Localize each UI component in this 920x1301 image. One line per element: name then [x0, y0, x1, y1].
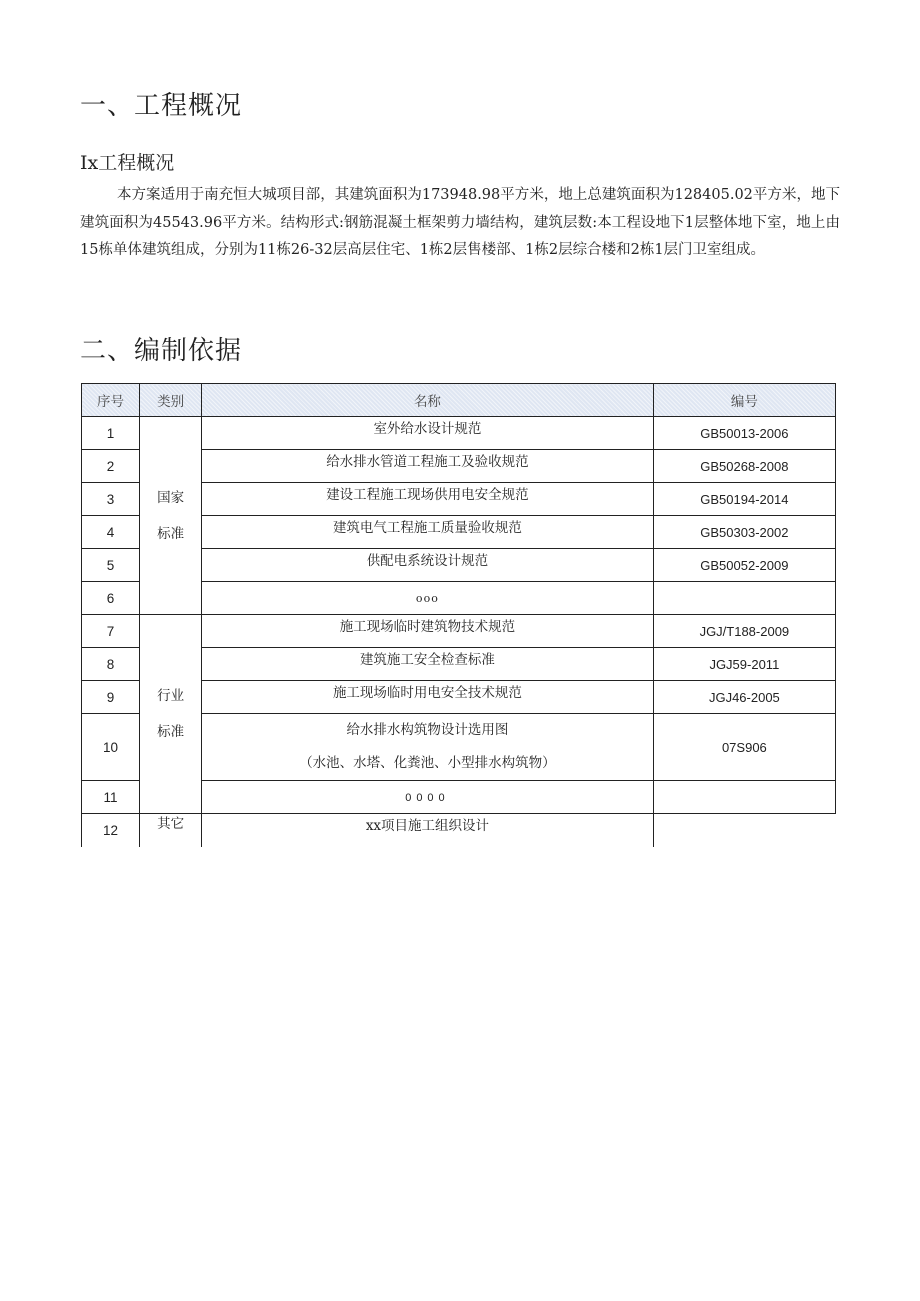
row-code: JGJ/T188-2009: [653, 615, 835, 648]
row-name: 施工现场临时用电安全技术规范: [332, 685, 522, 701]
row-no: 4: [82, 516, 140, 549]
row-no: 10: [82, 714, 140, 781]
table-row: [82, 615, 836, 648]
subsection-heading-overview: Ix工程概况: [80, 152, 175, 174]
row-no: 11: [82, 781, 140, 814]
row-no: 3: [82, 483, 140, 516]
row-name: 施工现场临时建筑物技术规范: [339, 619, 516, 635]
row-no: 8: [82, 648, 140, 681]
row-name: 给水排水管道工程施工及验收规范: [326, 454, 529, 470]
row-name: xx项目施工组织设计: [365, 818, 490, 835]
row-name-note: （水池、水塔、化粪池、小型排水构筑物）: [299, 755, 556, 771]
row-name: 建设工程施工现场供用电安全规范: [326, 487, 529, 503]
row-code: 07S906: [653, 714, 835, 781]
header-code: 编号: [653, 384, 835, 417]
row-name: 供配电系统设计规范: [366, 553, 489, 569]
standards-table: [81, 383, 836, 847]
row-code: [653, 814, 835, 847]
row-name: 室外给水设计规范: [373, 421, 482, 437]
row-code: JGJ59-2011: [653, 648, 835, 681]
row-code: GB50303-2002: [653, 516, 835, 549]
row-name: 建筑施工安全检查标准: [359, 652, 495, 668]
category-national: [140, 417, 202, 615]
row-code: GB50268-2008: [653, 450, 835, 483]
row-code: JGJ46-2005: [653, 681, 835, 714]
header-name: 名称: [202, 384, 654, 417]
category-label: 标准: [157, 724, 185, 740]
table-row: [82, 814, 836, 847]
row-no: 1: [82, 417, 140, 450]
section-heading-basis: 二、编制依据: [80, 336, 243, 366]
table-header-row: [82, 384, 836, 417]
row-no: 2: [82, 450, 140, 483]
category-label: 其它: [157, 816, 185, 833]
row-code: [653, 582, 835, 615]
table-row: [82, 417, 836, 450]
category-label: 行业: [157, 688, 185, 704]
row-no: 6: [82, 582, 140, 615]
row-name: 给水排水构筑物设计选用图: [346, 722, 509, 738]
row-name: 建筑电气工程施工质量验收规范: [332, 520, 522, 536]
overview-paragraph: 本方案适用于南充恒大城项目部，其建筑面积为173948.98平方米，地上总建筑面积为128405.02平方米，地下建筑面积为45543.96平方米。结构形式:钢筋混凝土框架剪力墙结构，建筑层数:本工程设地下1层整体地下室，地上由15栋单体建筑组成，分别为11栋26-32层高层住宅、1栋2层售楼部、1栋2层综合楼和2栋1层门卫室组成。: [80, 187, 840, 258]
row-no: 12: [82, 814, 140, 847]
category-label: 国家: [157, 489, 185, 506]
row-code: GB50052-2009: [653, 549, 835, 582]
row-no: 5: [82, 549, 140, 582]
row-name-ellipsis: ooo: [415, 592, 440, 605]
row-no: 9: [82, 681, 140, 714]
header-no: 序号: [82, 384, 140, 417]
section-heading-overview: 一、工程概况: [80, 91, 243, 121]
category-industry: [140, 615, 202, 814]
header-category: 类别: [140, 384, 202, 417]
row-code: GB50194-2014: [653, 483, 835, 516]
row-code: GB50013-2006: [653, 417, 835, 450]
row-no: 7: [82, 615, 140, 648]
row-code: [653, 781, 835, 814]
category-label: 标准: [157, 525, 185, 542]
category-other: [140, 814, 202, 847]
row-name-ellipsis: 0000: [405, 792, 450, 804]
